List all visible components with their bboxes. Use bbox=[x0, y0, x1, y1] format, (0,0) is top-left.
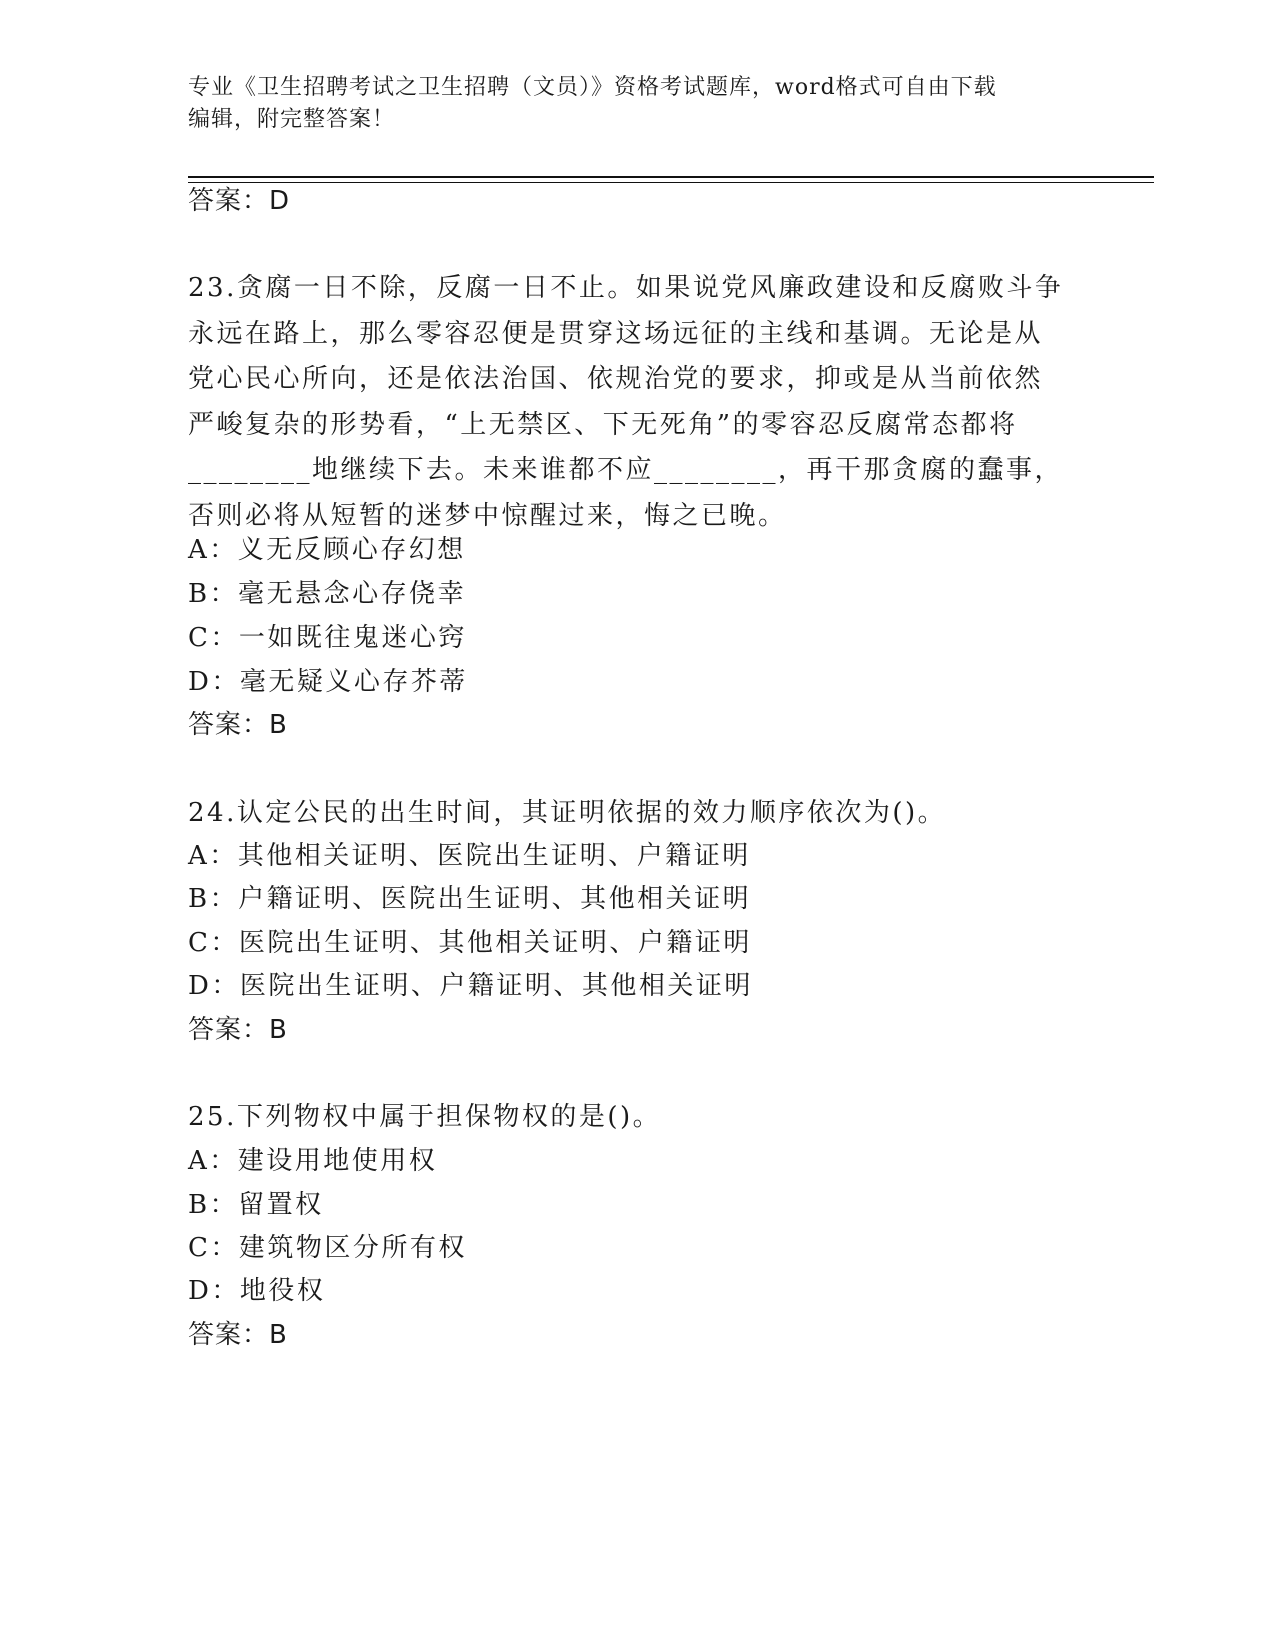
document-header bbox=[188, 72, 1068, 136]
question-line: 永远在路上，那么零容忍便是贯穿这场远征的主线和基调。无论是从 bbox=[188, 318, 1044, 349]
question-25-option-d: D：地役权 bbox=[188, 1276, 326, 1306]
question-line: 党心民心所向，还是依法治国、依规治党的要求，抑或是从当前依然 bbox=[188, 364, 1044, 395]
question-24-answer: 答案：B bbox=[188, 1015, 288, 1045]
question-23-option-d: D：毫无疑义心存芥蒂 bbox=[188, 667, 468, 697]
question-24-option-c: C：医院出生证明、其他相关证明、户籍证明 bbox=[188, 928, 752, 958]
header-line-1: 专业《卫生招聘考试之卫生招聘（文员）》资格考试题库，word格式可自由下载 bbox=[188, 75, 997, 100]
question-23-option-a: A：义无反顾心存幻想 bbox=[188, 535, 466, 565]
question-line: 25.下列物权中属于担保物权的是()。 bbox=[188, 1102, 662, 1132]
question-25-option-c: C：建筑物区分所有权 bbox=[188, 1233, 467, 1263]
question-24-text bbox=[188, 791, 1088, 837]
question-24-option-b: B：户籍证明、医院出生证明、其他相关证明 bbox=[188, 884, 752, 914]
question-25-text bbox=[188, 1095, 1088, 1141]
question-24-option-d: D：医院出生证明、户籍证明、其他相关证明 bbox=[188, 971, 753, 1001]
question-25-answer: 答案：B bbox=[188, 1320, 288, 1350]
previous-answer: 答案：D bbox=[188, 186, 291, 216]
header-divider-thin bbox=[188, 182, 1154, 183]
question-23-option-b: B：毫无悬念心存侥幸 bbox=[188, 579, 467, 609]
question-23-text bbox=[188, 266, 1088, 540]
question-25-option-b: B：留置权 bbox=[188, 1190, 324, 1220]
question-23-option-c: C：一如既往鬼迷心窍 bbox=[188, 623, 467, 653]
question-line: 否则必将从短暂的迷梦中惊醒过来，悔之已晚。 bbox=[188, 500, 787, 531]
header-divider-thick bbox=[188, 176, 1154, 178]
question-line: 严峻复杂的形势看，“上无禁区、下无死角”的零容忍反腐常态都将 bbox=[188, 409, 1018, 440]
question-line: 24.认定公民的出生时间，其证明依据的效力顺序依次为()。 bbox=[188, 798, 947, 828]
header-line-2: 编辑，附完整答案！ bbox=[188, 107, 396, 132]
question-23-answer: 答案：B bbox=[188, 710, 288, 740]
question-24-option-a: A：其他相关证明、医院出生证明、户籍证明 bbox=[188, 841, 751, 871]
question-25-option-a: A：建设用地使用权 bbox=[188, 1146, 438, 1176]
question-line: 23.贪腐一日不除，反腐一日不止。如果说党风廉政建设和反腐败斗争 bbox=[188, 273, 1064, 303]
question-line: ________地继续下去。未来谁都不应________，再干那贪腐的蠢事， bbox=[188, 455, 1064, 486]
